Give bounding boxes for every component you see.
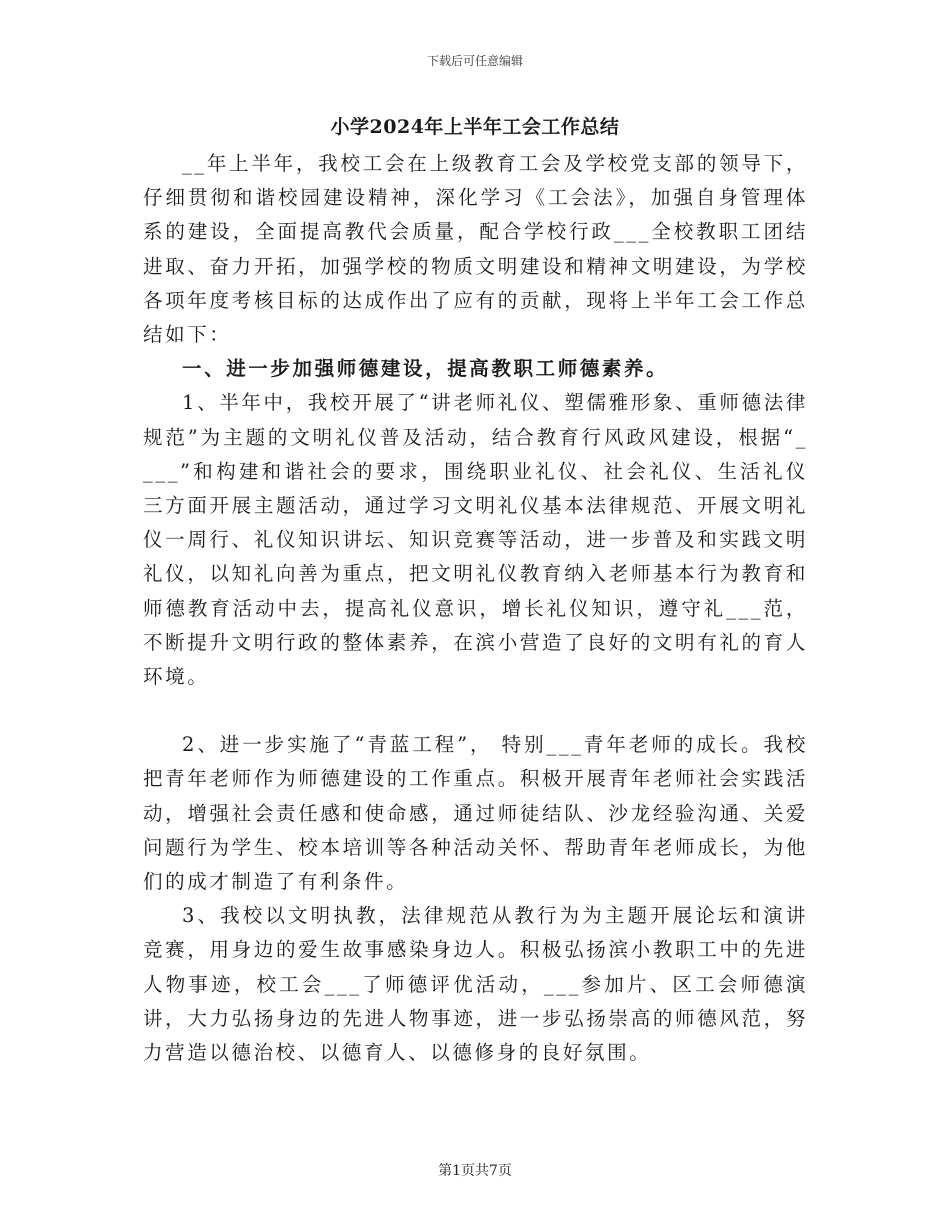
body-paragraph-3: 3、我校以文明执教，法律规范从教行为为主题开展论坛和演讲竞赛，用身边的爱生故事感染身边人。积极弘扬滨小教职工中的先进人物事迹，校工会___了师德评优活动，___参加片、区工会师德演讲，大力弘扬身边的先进人物事迹，进一步弘扬崇高的师德风范，努力营造以德治校、以德育人、以德修身的良好氛围。 bbox=[143, 904, 808, 1065]
body-paragraph-2: 2、进一步实施了“青蓝工程”， 特别___青年老师的成长。我校把青年老师作为师德建设的工作重点。积极开展青年老师社会实践活动，增强社会责任感和使命感，通过师徒结队、沙龙经验沟通、关爱问题行为学生、校本培训等各种活动关怀、帮助青年老师成长，为他们的成才制造了有利条件。 bbox=[143, 733, 808, 894]
body-paragraph-1: 1、半年中，我校开展了“讲老师礼仪、塑儒雅形象、重师德法律规范”为主题的文明礼仪普及活动，结合教育行风政风建设，根据“____”和构建和谐社会的要求，围绕职业礼仪、社会礼仪、生活礼仪三方面开展主题活动，通过学习文明礼仪基本法律规范、开展文明礼仪一周行、礼仪知识讲坛、知识竞赛等活动，进一步普及和实践文明礼仪，以知礼向善为重点，把文明礼仪教育纳入老师基本行为教育和师德教育活动中去，提高礼仪意识，增长礼仪知识，遵守礼___范，不断提升文明行政的整体素养，在滨小营造了良好的文明有礼的育人环境。 bbox=[143, 391, 808, 689]
intro-paragraph: __年上半年，我校工会在上级教育工会及学校党支部的领导下，仔细贯彻和谐校园建设精神，深化学习《工会法》，加强自身管理体系的建设，全面提高教代会质量，配合学校行政___全校教职工团结进取、奋力开拓，加强学校的物质文明建设和精神文明建设，为学校各项年度考核目标的达成作出了应有的贡献，现将上半年工会工作总结如下： bbox=[143, 152, 808, 347]
document-body bbox=[143, 147, 808, 1070]
document-title: 小学2024年上半年工会工作总结 bbox=[330, 116, 620, 138]
page-number-footer: 第1页共7页 bbox=[438, 1163, 512, 1179]
section-heading-1: 一、进一步加强师德建设，提高教职工师德素养。 bbox=[182, 357, 669, 381]
page-header-note: 下载后可任意编辑 bbox=[426, 54, 523, 68]
